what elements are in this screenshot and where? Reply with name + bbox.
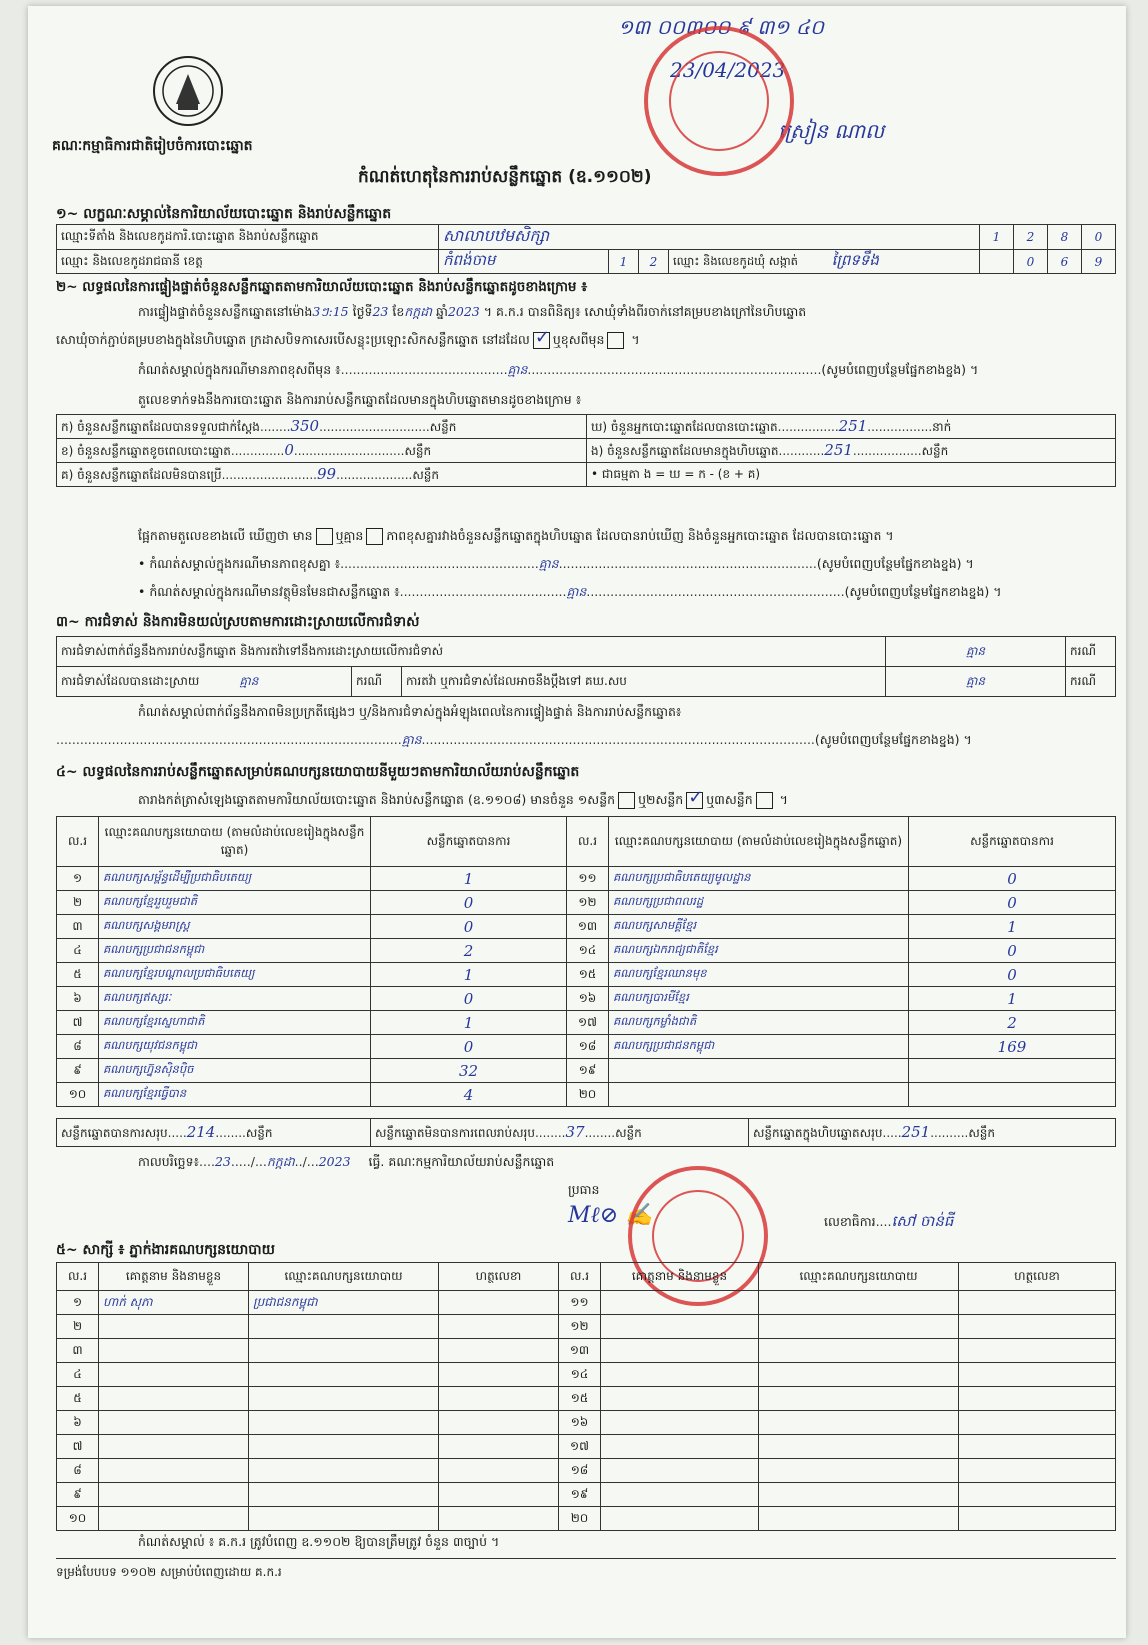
vote-count: 2	[909, 1011, 1116, 1035]
seal-check-line: សោឃុំចាក់ភ្ជាប់គម្របខាងក្នុងនៃហិបឆ្នោត ក្រដាសបិទកាសេរបើសន្លុះប្រឡោះសិកសន្លឹកឆ្នោត នៅដដែល✓ ឬខុសពីមុន ។	[56, 332, 1116, 351]
results-table	[56, 816, 1116, 1107]
table-row	[57, 1059, 1116, 1083]
witness-signature	[439, 1291, 559, 1315]
party-name: គណបក្សសម្ព័ន្ធដើម្បីប្រជាធិបតេយ្យ	[99, 867, 371, 891]
province-code-digit: 1	[609, 250, 639, 274]
red-seal-top	[644, 26, 794, 176]
witness-party	[759, 1483, 959, 1507]
row-no: ៩	[57, 1483, 99, 1507]
party-name: គណបក្សឯករាជ្យជាតិខ្មែរ	[609, 939, 909, 963]
witness-signature	[439, 1387, 559, 1411]
handwritten-reference: ១៣ ០០៣០០ ៩ ៣១ ៤០	[618, 15, 825, 39]
province-label: ឈ្មោះ និងលេខកូដរាជធានី ខេត្ត	[57, 250, 439, 274]
row-no: ១១	[559, 1291, 601, 1315]
table-row	[57, 939, 1116, 963]
col-sign: ហត្ថលេខា	[439, 1263, 559, 1291]
row-no: ៨	[57, 1459, 99, 1483]
table-row	[57, 1339, 1116, 1363]
row-no: ២	[57, 1315, 99, 1339]
witness-signature	[959, 1315, 1116, 1339]
three-sheet-checkbox[interactable]	[756, 792, 773, 809]
vote-count: 1	[371, 963, 567, 987]
party-name: គណបក្សខ្មែរឈានមុខ	[609, 963, 909, 987]
irregularity-note: កំណត់សម្គាល់ពាក់ព័ន្ធនឹងភាពមិនប្រក្រតីផ្សេងៗ ឬ/និងការជំទាស់ក្នុងអំឡុងពេលនៃការផ្ទៀងផ្ទាត់ និងការរាប់សន្លឹកឆ្នោត៖	[138, 704, 682, 719]
col-no: ល.រ	[57, 1263, 99, 1291]
commune-code-digit: 0	[1014, 250, 1048, 274]
code-digit: 1	[980, 225, 1014, 250]
witness-signature	[439, 1483, 559, 1507]
witness-party	[249, 1459, 439, 1483]
spoiled-ballots-cell: ខ) ចំនួនសន្លឹកឆ្នោតខូចពេលបោះឆ្នោត..............0.............................សន្លឹក	[57, 439, 587, 463]
witness-name	[99, 1507, 249, 1531]
figures-table	[56, 414, 1116, 487]
witness-party	[759, 1363, 959, 1387]
verify-line: ការផ្ទៀងផ្ទាត់ចំនួនសន្លឹកឆ្នោតនៅម៉ោង3ៗ:15 ថ្ងៃទី23 ខែកក្កដា ឆ្នាំ2023 ។ គ.ក.រ បានពិនិត្យ៖ សោឃុំទាំងពីរចាក់នៅគម្របខាងក្រៅនៃហិបឆ្នោត	[138, 304, 807, 319]
witness-signature	[439, 1459, 559, 1483]
vote-count: 0	[371, 987, 567, 1011]
table-row	[57, 1483, 1116, 1507]
witness-party: ប្រជាជនកម្ពុជា	[249, 1291, 439, 1315]
no-discrepancy-checkbox[interactable]	[366, 528, 383, 545]
col-sign: ហត្ថលេខា	[959, 1263, 1116, 1291]
form-code: ទម្រង់បែបបទ ១១០២ សម្រាប់បំពេញដោយ គ.ក.រ	[56, 1565, 282, 1579]
table-row	[57, 1507, 1116, 1531]
row-no: ១	[57, 867, 99, 891]
table-row	[57, 867, 1116, 891]
witness-party	[249, 1339, 439, 1363]
table-row	[57, 1459, 1116, 1483]
witness-name	[601, 1363, 759, 1387]
row-no: ១២	[559, 1315, 601, 1339]
witness-name	[99, 1483, 249, 1507]
table-row	[57, 891, 1116, 915]
vote-count: 0	[371, 891, 567, 915]
party-name	[609, 1059, 909, 1083]
witness-name	[99, 1411, 249, 1435]
witness-table	[56, 1262, 1116, 1531]
witness-party	[249, 1507, 439, 1531]
vote-count: 32	[371, 1059, 567, 1083]
col-party: ឈ្មោះគណបក្សនយោបាយ (តាមលំដាប់លេខរៀងក្នុងសន្លឹកឆ្នោត)	[99, 817, 371, 867]
party-name: គណបក្សប្រជាជនកម្ពុជា	[99, 939, 371, 963]
party-name: គណបក្សខ្មែរស្នេហាជាតិ	[99, 1011, 371, 1035]
same-checkbox[interactable]	[533, 332, 550, 349]
row-no: ៦	[57, 987, 99, 1011]
col-no: ល.រ	[567, 817, 609, 867]
footer-note: កំណត់សម្គាល់ ៖ គ.ក.រ ត្រូវបំពេញ ឧ.១១០២ ឱ្យបានត្រឹមត្រូវ ចំនួន ៣ច្បាប់ ។	[138, 1534, 500, 1549]
vote-count: 1	[909, 915, 1116, 939]
unused-ballots-cell: គ) ចំនួនសន្លឹកឆ្នោតដែលមិនបានប្រើ.........................99....................សន្លឹក	[57, 463, 587, 487]
row-no: ១៧	[559, 1435, 601, 1459]
witness-party	[759, 1507, 959, 1531]
witness-name	[601, 1387, 759, 1411]
witness-party	[249, 1411, 439, 1435]
irregularity-value-line: .......................................................................................គ្មាន...................................................................................................(សូមបំពេញបន្ថែមផ្នែកខាងខ្នង) ។	[56, 732, 972, 747]
totals-table	[56, 1118, 1116, 1147]
total-invalid: សន្លឹកឆ្នោតមិនបានការពេលរាប់សរុប........37........សន្លឹក	[371, 1119, 749, 1147]
witness-party	[249, 1387, 439, 1411]
section5-heading: ៥~ សាក្សី ៖ ភ្នាក់ងារគណបក្សនយោបាយ	[56, 1242, 275, 1258]
witness-party	[759, 1339, 959, 1363]
formula-cell: • ជាធម្មតា ង = ឃ = ក - (ខ + គ)	[587, 463, 1116, 487]
handwritten-date: 23/04/2023	[670, 58, 786, 82]
witness-signature	[959, 1483, 1116, 1507]
vote-count	[909, 1059, 1116, 1083]
tally-sheet-count-line: តារាងកត់ត្រាសំឡេងឆ្នោតតាមការិយាល័យបោះឆ្នោត និងរាប់សន្លឹកឆ្នោត (ឧ.១១០៨) មានចំនួន ១សន្លឹក ឬ២សន្លឹក✓ ឬ៣សន្លឹក ។	[138, 792, 1113, 811]
party-name: គណបក្សហ្វ៊ុនស៊ិនប៉ិច	[99, 1059, 371, 1083]
witness-party	[759, 1315, 959, 1339]
difference-note-line: កំណត់សម្គាល់ក្នុងករណីមានភាពខុសពីមុន ៖..........................................គ្មាន..........................................................................(សូមបំពេញបន្ថែមផ្នែកខាងខ្នង) ។	[138, 362, 979, 377]
ballot-count-form	[28, 6, 1126, 1638]
table-row	[57, 1291, 1116, 1315]
appeal-label: ការតវ៉ា ឬការជំទាស់ដែលអាចនឹងប្តឹងទៅ គឃ.សប	[402, 667, 886, 697]
party-name: គណបក្សឥស្សរៈ	[99, 987, 371, 1011]
row-no: ១	[57, 1291, 99, 1315]
party-name: គណបក្សខ្មែរធ្វើបាន	[99, 1083, 371, 1107]
witness-name	[601, 1315, 759, 1339]
location-label: ឈ្មោះទីតាំង និងលេខកូដការិ.បោះឆ្នោត និងរាប់សន្លឹកឆ្នោត	[57, 225, 439, 250]
party-name: គណបក្សសង្គមរាស្ត្រ	[99, 915, 371, 939]
table-row	[57, 1035, 1116, 1059]
witness-name: ហាក់ សុភា	[99, 1291, 249, 1315]
col-votes: សន្លឹកឆ្នោតបានការ	[909, 817, 1116, 867]
vote-count: 0	[909, 939, 1116, 963]
case-label: ករណី	[1066, 637, 1116, 667]
table-row	[57, 987, 1116, 1011]
party-name: គណបក្សប្រជាជនកម្ពុជា	[609, 1035, 909, 1059]
divider	[56, 1558, 1116, 1559]
date-line: កាលបរិច្ឆេទ៖....23...../...កក្កដា../...2023 ធ្វើ. គណៈកម្មការិយាល័យរាប់សន្លឹកឆ្នោត	[138, 1154, 555, 1169]
row-no: ១៣	[559, 1339, 601, 1363]
province-value: កំពង់ចាម	[439, 250, 609, 274]
row-no: ១៦	[567, 987, 609, 1011]
vote-count	[909, 1083, 1116, 1107]
total-in-box: សន្លឹកឆ្នោតក្នុងហិបឆ្នោតសរុប.....251..........សន្លឹក	[749, 1119, 1116, 1147]
row-no: ១៦	[559, 1411, 601, 1435]
two-sheet-checkbox[interactable]	[686, 792, 703, 809]
figures-intro: តួលេខទាក់ទងនឹងការបោះឆ្នោត និងការរាប់សន្លឹកឆ្នោតដែលមានក្នុងហិបឆ្នោតមានដូចខាងក្រោម ៖	[138, 392, 582, 407]
witness-name	[601, 1483, 759, 1507]
row-no: ២០	[559, 1507, 601, 1531]
form-title: កំណត់ហេតុនៃការរាប់សន្លឹកឆ្នោត (ឧ.១១០២)	[358, 167, 652, 187]
col-party: ឈ្មោះគណបក្សនយោបាយ (តាមលំដាប់លេខរៀងក្នុងសន្លឹកឆ្នោត)	[609, 817, 909, 867]
row-no: ៨	[57, 1035, 99, 1059]
row-no: ៣	[57, 915, 99, 939]
table-row	[57, 1363, 1116, 1387]
commune-label: ឈ្មោះ និងលេខកូដឃុំ សង្កាត់ ព្រៃទទឹង	[669, 250, 980, 274]
chair-label: ប្រធាន	[568, 1182, 600, 1197]
row-no: ១៥	[559, 1387, 601, 1411]
row-no: ៩	[57, 1059, 99, 1083]
witness-party	[759, 1291, 959, 1315]
witness-signature	[439, 1411, 559, 1435]
discrepancy-line: ផ្អែកតាមតួលេខខាងលើ ឃើញថា មាន ឬគ្មាន ភាពខុសគ្នារវាងចំនួនសន្លឹកឆ្នោតក្នុងហិបឆ្នោត ដែលបានរាប់ឃើញ និងចំនួនអ្នកបោះឆ្នោត ដែលបានបោះឆ្នោត ។	[138, 528, 894, 543]
vote-count: 2	[371, 939, 567, 963]
vote-count: 0	[909, 963, 1116, 987]
witness-signature	[439, 1507, 559, 1531]
different-checkbox[interactable]	[607, 332, 624, 349]
party-name: គណបក្សបារមីខ្មែរ	[609, 987, 909, 1011]
witness-name	[99, 1387, 249, 1411]
voters-cell: ឃ) ចំនួនអ្នកបោះឆ្នោតដែលបានបោះឆ្នោត................251.................នាក់	[587, 415, 1116, 439]
witness-signature	[959, 1387, 1116, 1411]
commission-name: គណៈកម្មាធិការជាតិរៀបចំការបោះឆ្នោត	[52, 138, 253, 154]
has-discrepancy-checkbox[interactable]	[316, 528, 333, 545]
witness-party	[249, 1363, 439, 1387]
row-no: ១៨	[559, 1459, 601, 1483]
witness-signature	[959, 1363, 1116, 1387]
col-no: ល.រ	[559, 1263, 601, 1291]
commune-code-digit: 6	[1048, 250, 1082, 274]
witness-party	[759, 1459, 959, 1483]
witness-party	[249, 1483, 439, 1507]
foreign-object-note: • កំណត់សម្គាល់ក្នុងករណីមានវត្ថុមិនមែនជាសន្លឹកឆ្នោត ៖..........................................គ្មាន.................................................................(សូមបំពេញបន្ថែមផ្នែកខាងខ្នង) ។	[138, 584, 1002, 599]
received-ballots-cell: ក) ចំនួនសន្លឹកឆ្នោតដែលបានទទួលជាក់ស្តែង........350.............................សន្លឹក	[57, 415, 587, 439]
party-name	[609, 1083, 909, 1107]
row-no: ១៥	[567, 963, 609, 987]
vote-count: 4	[371, 1083, 567, 1107]
row-no: ២០	[567, 1083, 609, 1107]
location-table	[56, 224, 1116, 274]
col-party: ឈ្មោះគណបក្សនយោបាយ	[249, 1263, 439, 1291]
party-name: គណបក្សខ្មែររួបរួមជាតិ	[99, 891, 371, 915]
col-no: ល.រ	[57, 817, 99, 867]
appeal-value: គ្មាន	[886, 667, 1066, 697]
row-no: ៥	[57, 1387, 99, 1411]
vote-count: 1	[909, 987, 1116, 1011]
witness-signature	[439, 1315, 559, 1339]
witness-party	[759, 1435, 959, 1459]
witness-name	[601, 1435, 759, 1459]
witness-name	[601, 1411, 759, 1435]
witness-signature	[959, 1411, 1116, 1435]
vote-count: 0	[371, 1035, 567, 1059]
commune-value: ព្រៃទទឹង	[831, 250, 879, 269]
section4-heading: ៤~ លទ្ធផលនៃការរាប់សន្លឹកឆ្នោតសម្រាប់គណបក្សនយោបាយនីមួយៗតាមការិយាល័យរាប់សន្លឹកឆ្នោត	[56, 764, 580, 780]
table-row	[57, 1435, 1116, 1459]
party-name: គណបក្សយុវជនកម្ពុជា	[99, 1035, 371, 1059]
section1-heading: ១~ លក្ខណៈសម្គាល់នៃការិយាល័យបោះឆ្នោត និងរាប់សន្លឹកឆ្នោត	[56, 206, 392, 222]
row-no: ១០	[57, 1083, 99, 1107]
row-no: ៥	[57, 963, 99, 987]
row-no: ១៨	[567, 1035, 609, 1059]
table-row	[57, 915, 1116, 939]
party-name: គណបក្សប្រជាពលរដ្ឋ	[609, 891, 909, 915]
witness-signature	[959, 1435, 1116, 1459]
handwritten-signature: ស្រៀន ណាល	[778, 119, 885, 143]
witness-signature	[959, 1339, 1116, 1363]
table-row	[57, 963, 1116, 987]
row-no: ៤	[57, 1363, 99, 1387]
table-row	[57, 1011, 1116, 1035]
witness-signature	[439, 1435, 559, 1459]
code-digit: 0	[1082, 225, 1116, 250]
secretary-line: លេខាធិការ....សៅ ចាន់ធី	[824, 1212, 954, 1230]
witness-name	[601, 1339, 759, 1363]
witness-name	[99, 1315, 249, 1339]
row-no: ១០	[57, 1507, 99, 1531]
witness-signature	[959, 1459, 1116, 1483]
witness-party	[759, 1387, 959, 1411]
code-digit: 2	[1014, 225, 1048, 250]
section2-heading: ២~ លទ្ធផលនៃការផ្ទៀងផ្ទាត់ចំនួនសន្លឹកឆ្នោតតាមការិយាល័យបោះឆ្នោត និងរាប់សន្លឹកឆ្នោតដូចខាងក្រោម ៖	[56, 279, 588, 295]
section3-heading: ៣~ ការជំទាស់ និងការមិនយល់ស្របតាមការដោះស្រាយលើការជំទាស់	[56, 614, 420, 630]
row-no: ២	[57, 891, 99, 915]
code-digit: 8	[1048, 225, 1082, 250]
row-no: ៤	[57, 939, 99, 963]
row-no: ៧	[57, 1435, 99, 1459]
vote-count: 1	[371, 1011, 567, 1035]
objection-label: ការជំទាស់ពាក់ព័ន្ធនឹងការរាប់សន្លឹកឆ្នោត និងការតវ៉ាទៅនឹងការដោះស្រាយលើការជំទាស់	[57, 637, 886, 667]
table-row	[57, 1083, 1116, 1107]
row-no: ១៣	[567, 915, 609, 939]
row-no: ៧	[57, 1011, 99, 1035]
witness-name	[601, 1507, 759, 1531]
witness-party	[759, 1411, 959, 1435]
witness-signature	[959, 1291, 1116, 1315]
row-no: ១២	[567, 891, 609, 915]
table-row	[57, 1411, 1116, 1435]
table-row	[57, 1387, 1116, 1411]
witness-name	[99, 1435, 249, 1459]
chair-signature: Mℓ⊘ ✍	[568, 1203, 653, 1228]
province-code-digit: 2	[639, 250, 669, 274]
row-no: ១៤	[567, 939, 609, 963]
commune-code-digit: 9	[1082, 250, 1116, 274]
col-name: គោត្តនាម និងនាមខ្លួន	[99, 1263, 249, 1291]
party-name: គណបក្សសាមគ្គីខ្មែរ	[609, 915, 909, 939]
witness-party	[249, 1435, 439, 1459]
row-no: ១៩	[559, 1483, 601, 1507]
row-no: ៣	[57, 1339, 99, 1363]
witness-signature	[439, 1363, 559, 1387]
resolved-label: ការជំទាស់ដែលបានដោះស្រាយ គ្មាន	[57, 667, 352, 697]
ballots-in-box-cell: ង) ចំនួនសន្លឹកឆ្នោតដែលមានក្នុងហិបឆ្នោត............251..................សន្លឹក	[587, 439, 1116, 463]
vote-count: 0	[371, 915, 567, 939]
witness-party	[249, 1315, 439, 1339]
party-name: គណបក្សប្រជាធិបតេយ្យមូលដ្ឋាន	[609, 867, 909, 891]
row-no: ១៤	[559, 1363, 601, 1387]
vote-count: 0	[909, 867, 1116, 891]
col-votes: សន្លឹកឆ្នោតបានការ	[371, 817, 567, 867]
objections-table	[56, 636, 1116, 697]
case-label: ករណី	[1066, 667, 1116, 697]
row-no: ១៧	[567, 1011, 609, 1035]
witness-signature	[959, 1507, 1116, 1531]
discrepancy-note: • កំណត់សម្គាល់ក្នុងករណីមានភាពខុសគ្នា ៖..................................................គ្មាន.................................................................(សូមបំពេញបន្ថែមផ្នែកខាងខ្នង) ។	[138, 556, 974, 571]
one-sheet-checkbox[interactable]	[618, 792, 635, 809]
table-row	[57, 1315, 1116, 1339]
objection-value: គ្មាន	[886, 637, 1066, 667]
total-valid: សន្លឹកឆ្នោតបានការសរុប.....214........សន្លឹក	[57, 1119, 371, 1147]
party-name: គណបក្សកម្លាំងជាតិ	[609, 1011, 909, 1035]
witness-name	[99, 1363, 249, 1387]
vote-count: 0	[909, 891, 1116, 915]
witness-name	[99, 1339, 249, 1363]
row-no: ១១	[567, 867, 609, 891]
col-name: គោត្តនាម និងនាមខ្លួន	[601, 1263, 759, 1291]
witness-name	[601, 1459, 759, 1483]
emblem-logo	[148, 52, 228, 130]
row-no: ១៩	[567, 1059, 609, 1083]
vote-count: 169	[909, 1035, 1116, 1059]
witness-name	[601, 1291, 759, 1315]
party-name: គណបក្សខ្មែរបណ្តាលប្រជាធិបតេយ្យ	[99, 963, 371, 987]
col-party: ឈ្មោះគណបក្សនយោបាយ	[759, 1263, 959, 1291]
witness-name	[99, 1459, 249, 1483]
vote-count: 1	[371, 867, 567, 891]
case-label: ករណី	[352, 667, 402, 697]
location-value: សាលាបឋមសិក្សា	[439, 225, 980, 250]
witness-signature	[439, 1339, 559, 1363]
row-no: ៦	[57, 1411, 99, 1435]
code-digit	[980, 250, 1014, 274]
